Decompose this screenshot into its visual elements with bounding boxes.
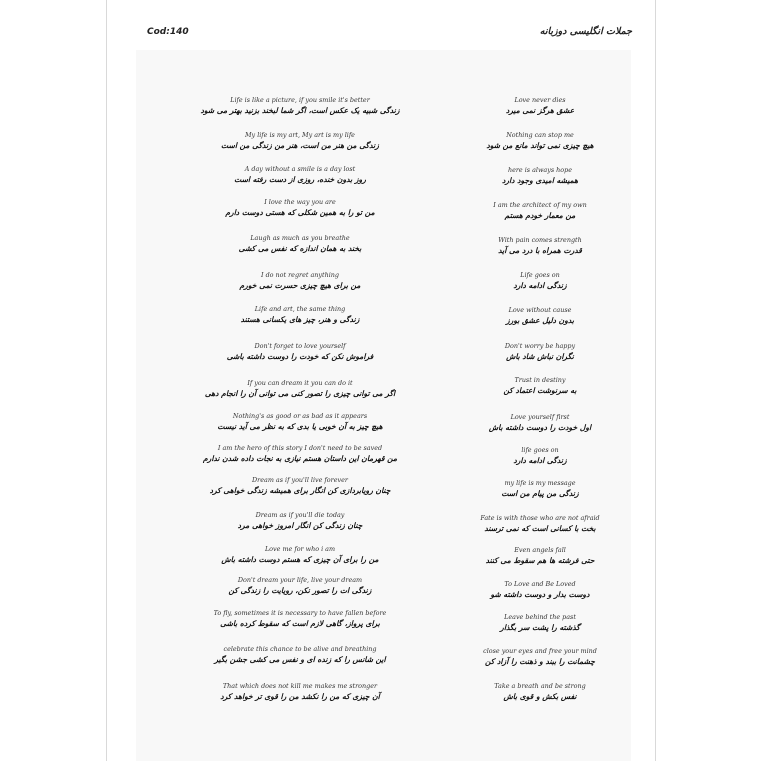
sentence-pair	[180, 234, 420, 254]
sentence-pair	[455, 236, 625, 256]
english-sentence: Life is like a picture, if you smile it's better	[230, 96, 370, 104]
english-sentence: If you can dream it you can do it	[247, 379, 353, 387]
persian-translation: بخند به همان اندازه که نفس می کشی	[238, 244, 362, 253]
english-sentence: celebrate this chance to be alive and breathing	[223, 645, 377, 653]
sentence-pair	[455, 446, 625, 466]
persian-translation: زندگی ادامه دارد	[513, 281, 567, 290]
document-code: Cod:140	[147, 27, 189, 37]
persian-translation: چشمانت را ببند و ذهنت را آزاد کن	[485, 657, 595, 666]
persian-translation: آن چیزی که من را نکشد من را قوی تر خواهد کرد	[220, 692, 380, 701]
persian-translation: بخت با کسانی است که نمی ترسند	[484, 524, 596, 533]
persian-translation: گذشته را پشت سر بگذار	[500, 623, 580, 632]
page-right-edge	[655, 0, 656, 761]
persian-translation: من معمار خودم هستم	[504, 211, 576, 220]
english-sentence: I am the architect of my own	[493, 201, 587, 209]
sentence-pair	[455, 647, 625, 667]
english-sentence: close your eyes and free your mind	[483, 647, 597, 655]
sentence-pair	[180, 444, 420, 464]
persian-translation: روز بدون خنده، روزی از دست رفته است	[234, 175, 366, 184]
persian-translation: زندگی شبیه یک عکس است، اگر شما لبخند بزنید بهتر می شود	[200, 106, 400, 115]
page-left-edge	[106, 0, 107, 761]
document-title: جملات انگلیسی دوزبانه	[539, 26, 632, 37]
sentence-pair	[455, 306, 625, 326]
english-sentence: here is always hope	[507, 166, 572, 174]
sentence-pair	[180, 271, 420, 291]
sentence-pair	[455, 96, 625, 116]
sentence-pair	[180, 476, 420, 496]
sentence-pair	[180, 412, 420, 432]
persian-translation: من را برای آن چیزی که هستم دوست داشته باش	[221, 555, 379, 564]
english-sentence: To fly, sometimes it is necessary to have fallen before	[213, 609, 387, 617]
english-sentence: Don't dream your life, live your dream	[237, 576, 363, 584]
english-sentence: Love never dies	[514, 96, 566, 104]
english-sentence: Love without cause	[508, 306, 572, 314]
english-sentence: My life is my art, My art is my life	[245, 131, 355, 139]
english-sentence: Dream as if you'll die today	[255, 511, 345, 519]
persian-translation: به سرنوشت اعتماد کن	[503, 386, 577, 395]
english-sentence: I do not regret anything	[261, 271, 339, 279]
persian-translation: برای پرواز، گاهی لازم است که سقوط کرده باشی	[220, 619, 380, 628]
persian-translation: چنان زندگی کن انگار امروز خواهی مرد	[237, 521, 363, 530]
persian-translation: زندگی و هنر، چیز های یکسانی هستند	[240, 315, 360, 324]
sentence-pair	[455, 413, 625, 433]
sentence-pair	[180, 198, 420, 218]
english-sentence: A day without a smile is a day lost	[244, 165, 356, 173]
sentence-pair	[180, 609, 420, 629]
english-sentence: Leave behind the past	[504, 613, 576, 621]
english-sentence: Nothing can stop me	[506, 131, 574, 139]
sentence-pair	[180, 576, 420, 596]
persian-translation: زندگی من پیام من است	[501, 489, 579, 498]
persian-translation: قدرت همراه با درد می آید	[498, 246, 582, 255]
persian-translation: حتی فرشته ها هم سقوط می کنند	[485, 556, 595, 565]
persian-translation: من برای هیچ چیزی حسرت نمی خورم	[239, 281, 361, 290]
sentence-pair	[455, 342, 625, 362]
english-sentence: Nothing's as good or as bad as it appears	[232, 412, 368, 420]
persian-translation: زندگی ادامه دارد	[513, 456, 567, 465]
sentence-pair	[455, 580, 625, 600]
english-sentence: Take a breath and be strong	[494, 682, 586, 690]
english-sentence: To Love and Be Loved	[504, 580, 576, 588]
persian-translation: چنان رویابردازی کن انگار برای همیشه زندگی خواهی کرد	[209, 486, 391, 495]
sentence-pair	[180, 342, 420, 362]
sentence-pair	[455, 479, 625, 499]
english-sentence: Love yourself first	[510, 413, 570, 421]
persian-translation: هیچ چیزی نمی تواند مانع من شود	[486, 141, 594, 150]
sentence-pair	[180, 511, 420, 531]
sentence-pair	[455, 271, 625, 291]
persian-translation: نفس بکش و قوی باش	[503, 692, 577, 701]
english-sentence: Even angels fall	[514, 546, 566, 554]
english-sentence: life goes on	[521, 446, 559, 454]
sentence-pair	[455, 376, 625, 396]
sentence-pair	[455, 131, 625, 151]
english-sentence: I love the way you are	[264, 198, 336, 206]
sentence-pair	[455, 166, 625, 186]
persian-translation: اگر می توانی چیزی را تصور کنی می توانی آن را انجام دهی	[204, 389, 396, 398]
persian-translation: هیچ چیز به آن خوبی یا بدی که به نظر می آید نیست	[217, 422, 383, 431]
sentence-pair	[180, 131, 420, 151]
english-sentence: With pain comes strength	[498, 236, 582, 244]
sentence-pair	[180, 165, 420, 185]
english-sentence: Life goes on	[520, 271, 560, 279]
persian-translation: نگران نباش شاد باش	[506, 352, 574, 361]
sentence-pair	[455, 514, 625, 534]
english-sentence: That which does not kill me makes me stronger	[222, 682, 378, 690]
sentence-pair	[180, 305, 420, 325]
persian-translation: دوست بدار و دوست داشته شو	[490, 590, 590, 599]
persian-translation: زندگی من هنر من است، هنر من زندگی من است	[221, 141, 379, 150]
sentence-pair	[180, 545, 420, 565]
english-sentence: Love me for who i am	[264, 545, 336, 553]
sentence-pair	[180, 96, 420, 116]
sentence-pair	[455, 613, 625, 633]
english-sentence: Dream as if you'll live forever	[252, 476, 348, 484]
sentence-pair	[180, 379, 420, 399]
persian-translation: من تو را به همین شکلی که هستی دوست دارم	[225, 208, 375, 217]
sentence-pair	[455, 201, 625, 221]
sentence-pair	[455, 682, 625, 702]
english-sentence: Trust in destiny	[514, 376, 566, 384]
persian-translation: اول خودت را دوست داشته باش	[488, 423, 592, 432]
english-sentence: Don't forget to love yourself	[254, 342, 346, 350]
persian-translation: فراموش نکن که خودت را دوست داشته باشی	[226, 352, 374, 361]
english-sentence: Don't worry be happy	[504, 342, 576, 350]
persian-translation: زندگی ات را تصور نکن، رویایت را زندگی کن	[228, 586, 372, 595]
english-sentence: Life and art, the same thing	[254, 305, 346, 313]
english-sentence: Laugh as much as you breathe	[250, 234, 350, 242]
persian-translation: این شانس را که زنده ای و نفس می کشی جشن بگیر	[214, 655, 386, 664]
persian-translation: من قهرمان این داستان هستم نیازی به نجات داده شدن ندارم	[202, 454, 398, 463]
persian-translation: بدون دلیل عشق بورز	[505, 316, 575, 325]
sentence-pair	[180, 682, 420, 702]
persian-translation: همیشه امیدی وجود دارد	[501, 176, 579, 185]
sentence-pair	[455, 546, 625, 566]
persian-translation: عشق هرگز نمی میرد	[505, 106, 575, 115]
english-sentence: my life is my message	[504, 479, 576, 487]
english-sentence: Fate is with those who are not afraid	[480, 514, 600, 522]
sentence-pair	[180, 645, 420, 665]
english-sentence: I am the hero of this story I don't need to be saved	[217, 444, 383, 452]
